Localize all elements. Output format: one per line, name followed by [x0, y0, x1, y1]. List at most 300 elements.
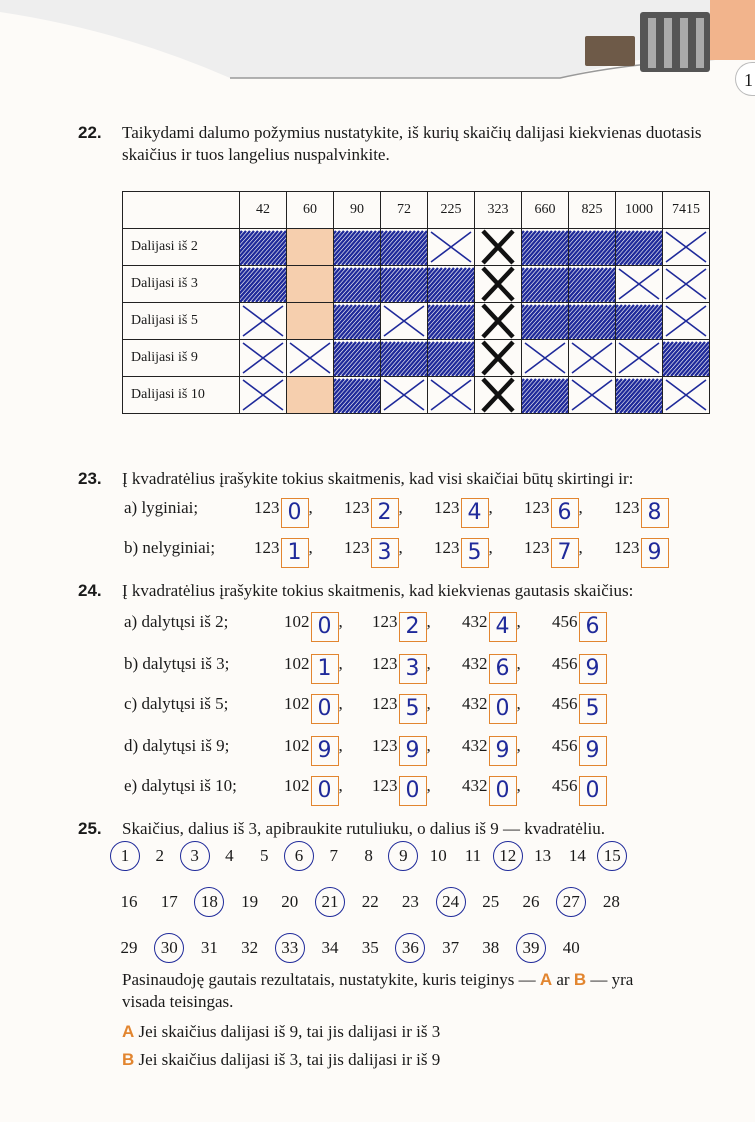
base-number: 102 — [284, 612, 310, 631]
circle-mark — [388, 841, 418, 871]
number-item[interactable] — [182, 846, 208, 866]
number-text: 25 — [482, 892, 500, 911]
part-label: d) dalytųsi iš 9; — [124, 736, 230, 755]
mark-cell-shade[interactable] — [428, 303, 475, 340]
comma: , — [426, 694, 431, 713]
number-slot — [552, 654, 607, 684]
label-a: A — [539, 970, 553, 989]
number-item[interactable] — [237, 938, 263, 958]
answer-box[interactable]: 0 — [399, 776, 427, 806]
answer-box[interactable]: 0 — [489, 776, 517, 806]
mark-cell-shade[interactable] — [616, 229, 663, 266]
mark-tan — [287, 229, 333, 265]
mark-cross — [240, 340, 286, 376]
number-text: 20 — [281, 892, 299, 911]
mark-cell-shade[interactable] — [334, 340, 381, 377]
base-number: 123 — [614, 498, 640, 517]
mark-cell-tan[interactable] — [287, 303, 334, 340]
number-item[interactable] — [356, 846, 382, 866]
number-slot — [462, 612, 521, 642]
mark-cell-bigx[interactable] — [475, 303, 522, 340]
mark-shade — [663, 340, 709, 376]
part-label: b) dalytųsi iš 3; — [124, 654, 230, 673]
row-label: Dalijasi iš 9 — [123, 340, 240, 377]
base-number: 456 — [552, 776, 578, 795]
base-number: 102 — [284, 694, 310, 713]
mark-cell-cross[interactable] — [663, 229, 710, 266]
mark-cell-shade[interactable] — [334, 303, 381, 340]
answer-box[interactable]: 9 — [579, 654, 607, 684]
comma: , — [308, 498, 313, 517]
answer-box[interactable]: 5 — [461, 538, 489, 568]
mark-cell-cross[interactable] — [663, 266, 710, 303]
mark-cell-shade[interactable] — [381, 266, 428, 303]
mark-cell-cross[interactable] — [428, 229, 475, 266]
mark-cell-shade[interactable] — [334, 229, 381, 266]
table-row — [123, 377, 710, 414]
statement-b-text: Jei skaičius dalijasi iš 3, tai jis dalijasi ir iš 9 — [138, 1050, 441, 1069]
mark-cell-cross[interactable] — [616, 340, 663, 377]
base-number: 432 — [462, 776, 488, 795]
number-item[interactable] — [156, 892, 182, 912]
mark-cell-shade[interactable] — [569, 229, 616, 266]
number-item[interactable] — [317, 892, 343, 912]
number-item[interactable] — [438, 938, 464, 958]
number-item[interactable] — [558, 892, 584, 912]
number-text: 36 — [401, 938, 419, 957]
answer-box[interactable]: 1 — [281, 538, 309, 568]
base-number: 123 — [372, 736, 398, 755]
question-end: — yra — [590, 970, 634, 989]
base-number: 456 — [552, 612, 578, 631]
number-slot — [614, 538, 669, 568]
number-item[interactable] — [564, 846, 590, 866]
mark-shade — [522, 377, 568, 413]
base-number: 102 — [284, 736, 310, 755]
mark-shade — [522, 303, 568, 339]
answer-box[interactable]: 1 — [311, 654, 339, 684]
mark-cell-cross[interactable] — [428, 377, 475, 414]
column-header: 72 — [381, 192, 428, 229]
mark-cross — [663, 266, 709, 302]
circle-mark — [180, 841, 210, 871]
mark-shade — [428, 303, 474, 339]
answer-box[interactable]: 9 — [399, 736, 427, 766]
number-item[interactable] — [460, 846, 486, 866]
number-slot — [372, 776, 431, 806]
mark-cell-shade[interactable] — [522, 377, 569, 414]
mark-bigx — [475, 229, 521, 265]
number-item[interactable] — [196, 892, 222, 912]
base-number: 456 — [552, 654, 578, 673]
mark-shade — [334, 340, 380, 376]
mark-cell-shade[interactable] — [334, 377, 381, 414]
base-number: 123 — [434, 498, 460, 517]
number-slot — [524, 538, 583, 568]
number-item[interactable] — [357, 892, 383, 912]
mark-shade — [616, 303, 662, 339]
comma: , — [398, 538, 403, 557]
mark-cell-cross[interactable] — [240, 377, 287, 414]
number-item[interactable] — [237, 892, 263, 912]
number-text: 11 — [464, 846, 482, 865]
answer-box[interactable]: 8 — [641, 498, 669, 528]
number-text: 32 — [241, 938, 259, 957]
number-text: 34 — [321, 938, 339, 957]
column-header: 1000 — [616, 192, 663, 229]
number-item[interactable] — [495, 846, 521, 866]
answer-box[interactable]: 9 — [641, 538, 669, 568]
number-text: 31 — [200, 938, 218, 957]
answer-box[interactable]: 3 — [399, 654, 427, 684]
mark-cell-bigx[interactable] — [475, 377, 522, 414]
mark-cell-cross[interactable] — [240, 303, 287, 340]
number-item[interactable] — [112, 846, 138, 866]
answer-box[interactable]: 0 — [311, 776, 339, 806]
mark-cell-bigx[interactable] — [475, 340, 522, 377]
column-header: 60 — [287, 192, 334, 229]
table-row — [123, 229, 710, 266]
mark-cell-cross[interactable] — [663, 303, 710, 340]
mark-cross — [569, 377, 615, 413]
number-slot — [614, 498, 669, 528]
number-text: 13 — [534, 846, 552, 865]
part-label: c) dalytųsi iš 5; — [124, 694, 229, 713]
circle-mark — [436, 887, 466, 917]
mark-cross — [569, 340, 615, 376]
mark-cell-bigx[interactable] — [475, 266, 522, 303]
base-number: 102 — [284, 776, 310, 795]
mark-bigx — [475, 266, 521, 302]
base-number: 123 — [524, 498, 550, 517]
mark-cell-tan[interactable] — [287, 229, 334, 266]
answer-box[interactable]: 9 — [311, 736, 339, 766]
mark-cell-shade[interactable] — [240, 229, 287, 266]
comma: , — [488, 498, 493, 517]
comma: , — [338, 736, 343, 755]
number-text: 8 — [364, 846, 373, 865]
mark-cell-cross[interactable] — [663, 377, 710, 414]
number-item[interactable] — [397, 938, 423, 958]
answer-box[interactable]: 4 — [461, 498, 489, 528]
column-header: 225 — [428, 192, 475, 229]
answer-box[interactable]: 2 — [399, 612, 427, 642]
mark-cell-shade[interactable] — [616, 303, 663, 340]
number-item[interactable] — [286, 846, 312, 866]
circle-mark — [597, 841, 627, 871]
number-text: 26 — [522, 892, 540, 911]
mark-cell-bigx[interactable] — [475, 229, 522, 266]
mark-cross — [240, 377, 286, 413]
number-text: 28 — [602, 892, 620, 911]
comma: , — [426, 612, 431, 631]
mark-shade — [616, 229, 662, 265]
mark-cell-shade[interactable] — [381, 229, 428, 266]
number-item[interactable] — [147, 846, 173, 866]
number-item[interactable] — [317, 938, 343, 958]
number-item[interactable] — [518, 892, 544, 912]
mark-cell-cross[interactable] — [569, 340, 616, 377]
task-text: Į kvadratėlius įrašykite tokius skaitmenis, kad visi skaičiai būtų skirtingi ir: — [122, 469, 634, 488]
answer-box[interactable]: 0 — [579, 776, 607, 806]
mark-cross — [240, 303, 286, 339]
answer-box[interactable]: 9 — [489, 736, 517, 766]
answer-box[interactable]: 9 — [579, 736, 607, 766]
number-text: 35 — [361, 938, 379, 957]
question-line-2: visada teisingas. — [122, 992, 234, 1011]
number-item[interactable] — [478, 938, 504, 958]
mark-cell-cross[interactable] — [569, 377, 616, 414]
corner-cell — [123, 192, 240, 229]
number-item[interactable] — [277, 892, 303, 912]
part-label: a) dalytųsi iš 2; — [124, 612, 229, 631]
number-text: 29 — [120, 938, 138, 957]
statement-b — [122, 1050, 440, 1070]
answer-box[interactable]: 6 — [489, 654, 517, 684]
comma: , — [488, 538, 493, 557]
base-number: 432 — [462, 612, 488, 631]
number-item[interactable] — [518, 938, 544, 958]
statement-a — [122, 1022, 440, 1042]
task-text: Taikydami dalumo požymius nustatykite, iš kurių skaičių dalijasi kiekvienas duotasis skaičius ir tuos langelius nuspalvinkite. — [122, 123, 702, 164]
number-text: 38 — [482, 938, 500, 957]
number-item[interactable] — [425, 846, 451, 866]
comma: , — [516, 612, 521, 631]
mark-cell-shade[interactable] — [663, 340, 710, 377]
number-item[interactable] — [277, 938, 303, 958]
number-slot — [434, 498, 493, 528]
mark-cell-shade[interactable] — [334, 266, 381, 303]
mark-cell-shade[interactable] — [569, 266, 616, 303]
column-header: 323 — [475, 192, 522, 229]
mark-cell-cross[interactable] — [381, 377, 428, 414]
number-item[interactable] — [478, 892, 504, 912]
mark-cell-shade[interactable] — [522, 266, 569, 303]
number-item[interactable] — [558, 938, 584, 958]
number-slot — [284, 612, 343, 642]
comma: , — [516, 776, 521, 795]
number-text: 2 — [155, 846, 165, 865]
number-text: 7 — [329, 846, 339, 865]
circle-mark — [194, 887, 224, 917]
answer-box[interactable]: 6 — [551, 498, 579, 528]
number-item[interactable] — [196, 938, 222, 958]
label-b: B — [122, 1050, 135, 1069]
number-item[interactable] — [599, 846, 625, 866]
number-item[interactable] — [251, 846, 277, 866]
mark-shade — [428, 266, 474, 302]
number-slot — [284, 694, 343, 724]
number-text: 16 — [120, 892, 138, 911]
part-label: a) lyginiai; — [124, 498, 199, 517]
number-text: 37 — [442, 938, 460, 957]
task-number: 25. — [78, 819, 102, 838]
mark-shade — [381, 340, 427, 376]
page-number: 1 — [735, 62, 755, 96]
base-number: 123 — [434, 538, 460, 557]
circle-mark — [110, 841, 140, 871]
circle-mark — [275, 933, 305, 963]
number-text: 40 — [562, 938, 580, 957]
circle-mark — [493, 841, 523, 871]
comma: , — [516, 736, 521, 755]
mark-cell-shade[interactable] — [522, 229, 569, 266]
answer-box[interactable]: 2 — [371, 498, 399, 528]
mark-shade — [334, 266, 380, 302]
mark-cross — [287, 340, 333, 376]
number-slot — [344, 498, 403, 528]
table-row — [123, 340, 710, 377]
number-text: 10 — [429, 846, 447, 865]
number-text: 15 — [603, 846, 621, 865]
mark-shade — [240, 266, 286, 302]
mark-cell-cross[interactable] — [240, 340, 287, 377]
number-slot — [372, 612, 431, 642]
number-text: 33 — [281, 938, 299, 957]
number-text: 3 — [190, 846, 199, 865]
mark-cell-cross[interactable] — [381, 303, 428, 340]
table-row — [123, 303, 710, 340]
number-text: 30 — [160, 938, 178, 957]
mark-shade — [334, 229, 380, 265]
number-text: 19 — [241, 892, 259, 911]
number-item[interactable] — [116, 892, 142, 912]
mark-cross — [663, 229, 709, 265]
mark-shade — [569, 229, 615, 265]
mark-cross — [663, 377, 709, 413]
mark-cell-cross[interactable] — [522, 340, 569, 377]
answer-box[interactable]: 0 — [281, 498, 309, 528]
base-number: 123 — [344, 538, 370, 557]
base-number: 123 — [372, 612, 398, 631]
circle-mark — [556, 887, 586, 917]
row-label: Dalijasi iš 10 — [123, 377, 240, 414]
number-slot — [372, 736, 431, 766]
base-number: 123 — [372, 694, 398, 713]
mark-shade — [381, 266, 427, 302]
table-row — [123, 266, 710, 303]
number-slot — [462, 694, 521, 724]
mark-bigx — [475, 377, 521, 413]
mark-cell-shade[interactable] — [428, 266, 475, 303]
circle-mark — [284, 841, 314, 871]
label-a: A — [122, 1022, 135, 1041]
number-slot — [462, 654, 521, 684]
circle-mark — [395, 933, 425, 963]
mark-cell-tan[interactable] — [287, 266, 334, 303]
row-label: Dalijasi iš 2 — [123, 229, 240, 266]
base-number: 432 — [462, 654, 488, 673]
number-text: 39 — [522, 938, 540, 957]
answer-box[interactable]: 0 — [311, 612, 339, 642]
number-slot — [462, 776, 521, 806]
number-item[interactable] — [530, 846, 556, 866]
number-slot — [552, 694, 607, 724]
number-text: 21 — [321, 892, 339, 911]
mark-shade — [381, 229, 427, 265]
number-item[interactable] — [116, 938, 142, 958]
number-item[interactable] — [216, 846, 242, 866]
mark-cell-shade[interactable] — [616, 377, 663, 414]
answer-box[interactable]: 7 — [551, 538, 579, 568]
mark-tan — [287, 377, 333, 413]
number-text: 12 — [499, 846, 517, 865]
row-label: Dalijasi iš 5 — [123, 303, 240, 340]
number-slot — [254, 498, 313, 528]
part-label: e) dalytųsi iš 10; — [124, 776, 237, 795]
number-slot — [344, 538, 403, 568]
mark-cell-shade[interactable] — [240, 266, 287, 303]
number-item[interactable] — [397, 892, 423, 912]
answer-box[interactable]: 4 — [489, 612, 517, 642]
number-slot — [372, 694, 431, 724]
number-slot — [254, 538, 313, 568]
number-text: 23 — [401, 892, 419, 911]
number-slot — [372, 654, 431, 684]
answer-box[interactable]: 0 — [489, 694, 517, 724]
column-header: 42 — [240, 192, 287, 229]
mark-cell-shade[interactable] — [569, 303, 616, 340]
number-item[interactable] — [438, 892, 464, 912]
answer-box[interactable]: 5 — [399, 694, 427, 724]
mark-cell-shade[interactable] — [522, 303, 569, 340]
mark-cross — [616, 340, 662, 376]
mark-cell-cross[interactable] — [616, 266, 663, 303]
mark-cell-shade[interactable] — [381, 340, 428, 377]
mark-shade — [522, 229, 568, 265]
circle-mark — [154, 933, 184, 963]
base-number: 123 — [372, 654, 398, 673]
number-slot — [284, 654, 343, 684]
comma: , — [578, 538, 583, 557]
answer-box[interactable]: 6 — [579, 612, 607, 642]
mark-cell-cross[interactable] — [287, 340, 334, 377]
mark-shade — [522, 266, 568, 302]
number-item[interactable] — [156, 938, 182, 958]
number-text: 22 — [361, 892, 379, 911]
comma: , — [426, 654, 431, 673]
comma: , — [308, 538, 313, 557]
answer-box[interactable]: 3 — [371, 538, 399, 568]
column-header: 825 — [569, 192, 616, 229]
number-text: 6 — [294, 846, 304, 865]
number-item[interactable] — [321, 846, 347, 866]
mark-cell-shade[interactable] — [428, 340, 475, 377]
mark-bigx — [475, 340, 521, 376]
number-item[interactable] — [357, 938, 383, 958]
answer-box[interactable]: 0 — [311, 694, 339, 724]
base-number: 123 — [614, 538, 640, 557]
comma: , — [426, 736, 431, 755]
number-text: 24 — [442, 892, 460, 911]
mark-cross — [428, 229, 474, 265]
comma: , — [338, 654, 343, 673]
mark-shade — [428, 340, 474, 376]
task-number: 22. — [78, 123, 102, 142]
answer-box[interactable]: 5 — [579, 694, 607, 724]
comma: , — [516, 654, 521, 673]
comma: , — [338, 612, 343, 631]
number-item[interactable] — [390, 846, 416, 866]
number-slot — [462, 736, 521, 766]
base-number: 123 — [254, 498, 280, 517]
number-item[interactable] — [598, 892, 624, 912]
number-slot — [552, 736, 607, 766]
mark-cross — [381, 303, 427, 339]
mark-shade — [569, 303, 615, 339]
mark-cell-tan[interactable] — [287, 377, 334, 414]
task-text: Skaičius, dalius iš 3, apibraukite rutuliuku, o dalius iš 9 — kvadratėliu. — [122, 819, 606, 838]
